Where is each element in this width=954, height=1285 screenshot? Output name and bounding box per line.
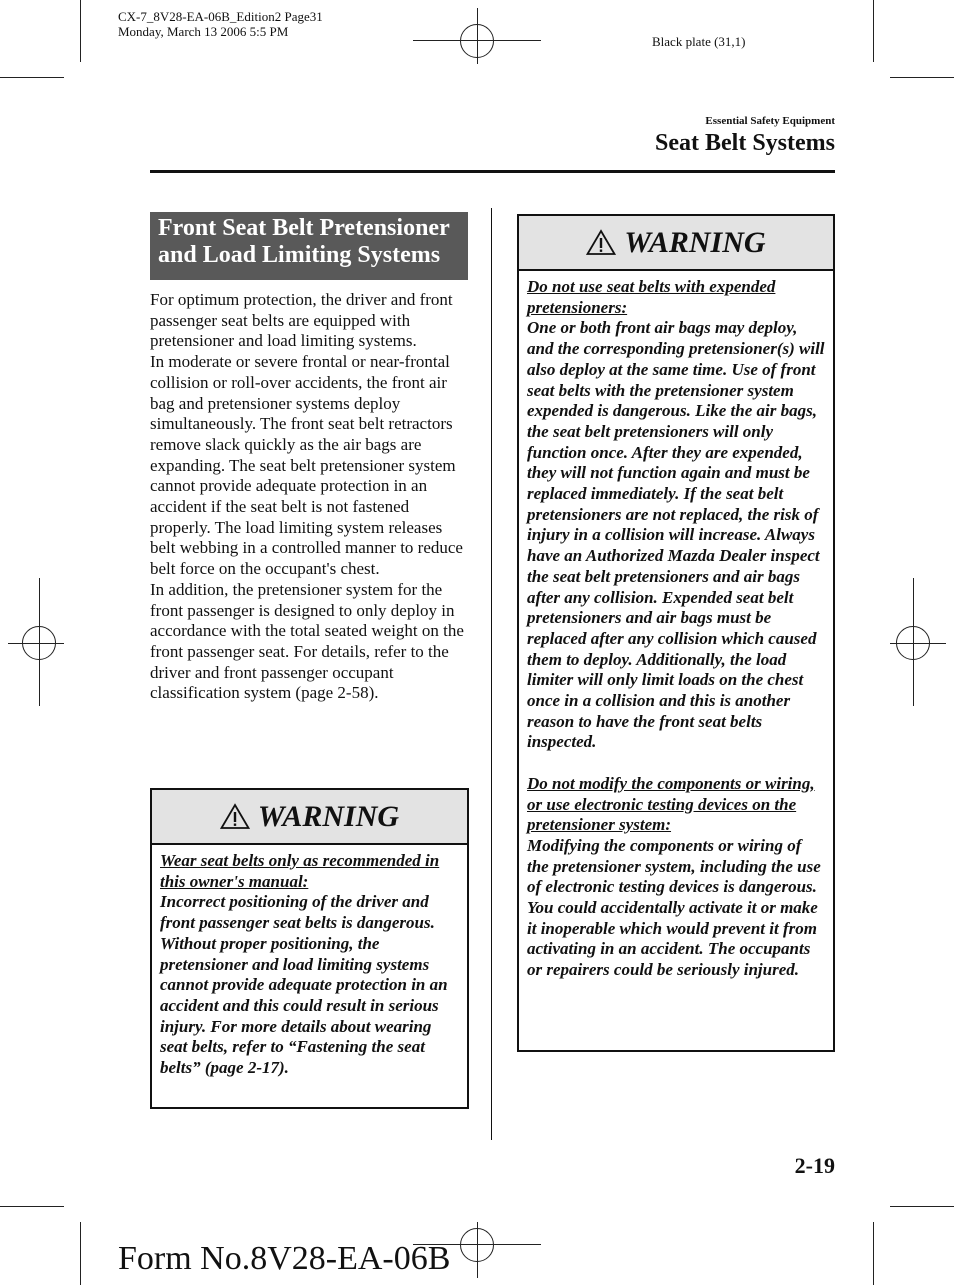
form-number: Form No.8V28-EA-06B	[118, 1240, 451, 1277]
header-rule	[150, 170, 835, 173]
crop-mark-br-h	[890, 1206, 954, 1207]
warning-text-1: One or both front air bags may deploy, and the corresponding pretensioner(s) will also deploy at the same time. Use of front seat belts with the pretensioner system expended is dangerous. Like the air bags, the seat belt pretensioners will only function once. After they are expended, they will not function again and must be replaced immediately. If the seat belt pretensioners are not replaced, the risk of injury in a collision will increase. Always have an Authorized Mazda Dealer inspect the seat belt pretensioners and air bags after any collision. Expended seat belt pretensioners and air bags must be replaced after any collision which caused them to deploy. Additionally, the load limiter will only limit loads on the chest once in a collision and this is another reason to have the front seat belts inspected.	[527, 318, 825, 752]
crop-mark-tl-v	[80, 0, 81, 62]
warning-subheading-1: Do not use seat belts with expended pretensioners:	[527, 277, 776, 317]
slug-line-2: Monday, March 13 2006 5:5 PM	[118, 24, 289, 39]
section-heading	[150, 212, 468, 280]
warning-text-2: Modifying the components or wiring of the pretensioner system, including the use of electronic testing devices is dangerous. You could accidentally activate it or make it inoperable which would prevent it from activating in an accident. The occupants or repairers could be seriously injured.	[527, 835, 821, 980]
page-title: Seat Belt Systems	[655, 130, 835, 156]
body-text	[150, 290, 468, 704]
body-paragraph-2: In moderate or severe frontal or near-frontal collision or roll-over accidents, the front air bag and pretensioner systems deploy simultaneously. The front seat belt retractors remove slack quickly as the air bags are expanding. The seat belt pretensioner system cannot provide adequate protection in an accident if the seat belt is not fastened properly. The load limiting system releases belt webbing in a controlled manner to reduce belt force on the occupant's chest.	[150, 352, 463, 579]
black-plate-label: Black plate (31,1)	[652, 34, 746, 49]
warning-box-left	[150, 788, 469, 1109]
section-heading-line-2: and Load Limiting Systems	[158, 242, 441, 268]
warning-subheading: Wear seat belts only as recommended in this owner's manual:	[160, 851, 440, 891]
slug-line-1: CX-7_8V28-EA-06B_Edition2 Page31	[118, 9, 323, 24]
warning-body	[519, 271, 833, 989]
column-divider	[491, 208, 492, 1140]
warning-triangle-icon	[586, 229, 616, 256]
warning-header	[519, 216, 833, 271]
section-heading-line-1: Front Seat Belt Pretensioner	[158, 215, 450, 241]
page-number: 2-19	[794, 1153, 835, 1178]
warning-subheading-2: Do not modify the components or wiring, or use electronic testing devices on the pretensioner system:	[527, 773, 815, 835]
warning-title: WARNING	[624, 225, 766, 259]
crop-mark-bl-v	[80, 1222, 81, 1285]
warning-box-right	[517, 214, 835, 1052]
crop-mark-br-v	[873, 1222, 874, 1285]
warning-body	[152, 845, 467, 1087]
crop-mark-tr-h	[890, 77, 954, 78]
crop-mark-bl-h	[0, 1206, 64, 1207]
warning-title: WARNING	[257, 799, 400, 833]
warning-triangle-icon	[220, 803, 250, 830]
body-paragraph-3: In addition, the pretensioner system for the front passenger is designed to only deploy in accordance with the total seated weight on the front passenger seat. For details, refer to the driver and front passenger occupant classification system (page 2-58).	[150, 579, 464, 703]
crop-mark-tr-v	[873, 0, 874, 62]
warning-header	[152, 790, 467, 845]
body-paragraph-1: For optimum protection, the driver and front passenger seat belts are equipped with pretensioner and load limiting systems.	[150, 290, 453, 351]
crop-mark-tl-h	[0, 77, 64, 78]
print-slug	[118, 9, 323, 39]
section-label: Essential Safety Equipment	[705, 115, 835, 127]
warning-text: Incorrect positioning of the driver and front passenger seat belts is dangerous. Without proper positioning, the pretensioner and load limiting systems cannot provide adequate protection in an accident and this could result in serious injury. For more details about wearing seat belts, refer to “Fastening the seat belts” (page 2-17).	[160, 892, 448, 1078]
